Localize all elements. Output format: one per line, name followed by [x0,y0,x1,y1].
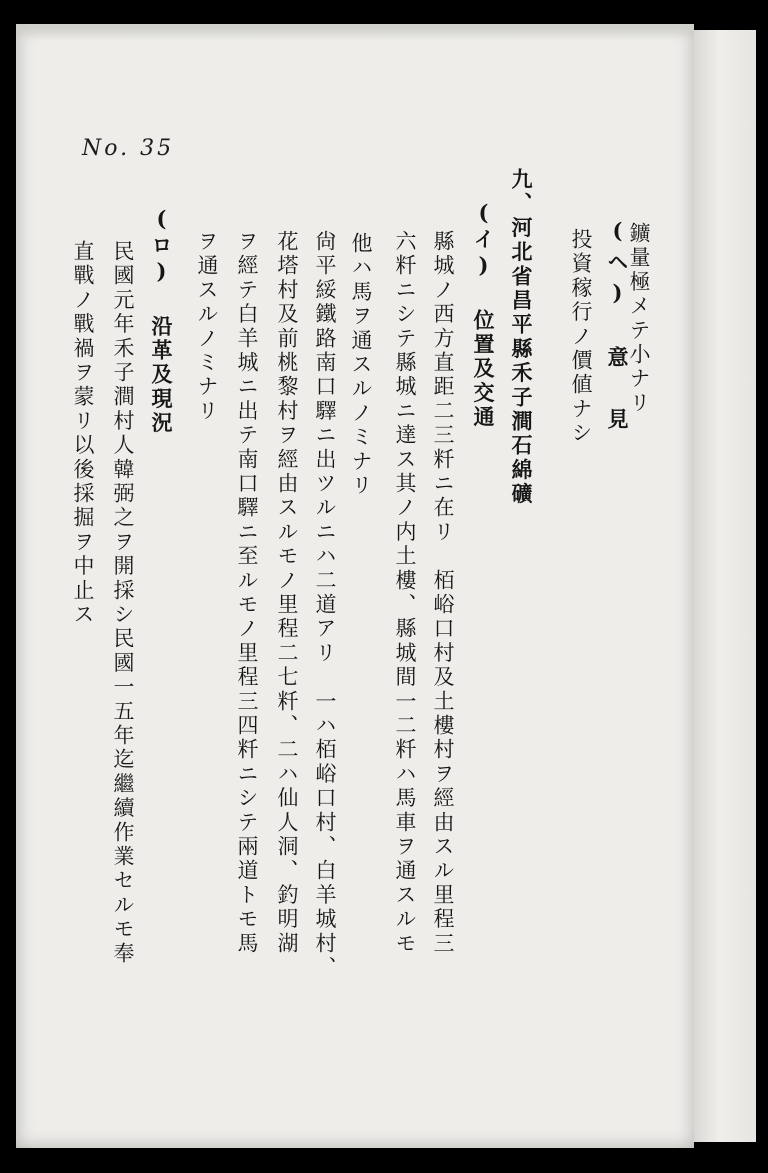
subheading-location: (イ) 位置及交通 [471,200,496,430]
text-line-8: 他ハ馬ヲ通スルノミナリ [349,232,373,499]
text-line-3: 投資稼行ノ價値ナシ [569,228,593,446]
text-line-7: 六粁ニシテ縣城ニ達ス其ノ内土樓、縣城間一二粁ハ馬車ヲ通スルモ [393,230,417,956]
text-line-6: 縣城ノ西方直距二三粁ニ在リ 栢峪口村及土樓村ヲ經由スル里程三 [431,230,455,956]
adjacent-page-edge [694,30,756,1142]
text-line-1: 鑛量極メテ小ナリ [627,222,651,416]
text-line-9: 尙平綏鐵路南口驛ニ出ツルニハ二道アリ 一ハ栢峪口村、白羊城村、 [313,230,337,981]
subheading-history: (ロ) 沿革及現況 [149,206,174,436]
section-heading-deposit: 九、河北省昌平縣禾子澗石綿礦 [509,168,534,507]
text-line-11: ヲ經テ白羊城ニ出テ南口驛ニ至ルモノ里程三四粁ニシテ兩道トモ馬 [235,230,259,956]
section-heading-opinion: (ヘ) 意 見 [605,218,630,437]
text-line-15: 直戰ノ戰禍ヲ蒙リ以後採掘ヲ中止ス [71,240,95,628]
text-line-12: ヲ通スルノミナリ [195,230,219,424]
page-number: No. 35 [82,136,175,161]
text-line-14: 民國元年禾子澗村人韓弼之ヲ開採シ民國一五年迄繼續作業セルモ奉 [111,240,135,966]
text-line-10: 花塔村及前桃黎村ヲ經由スルモノ里程二七粁、二ハ仙人洞、釣明湖 [275,230,299,956]
